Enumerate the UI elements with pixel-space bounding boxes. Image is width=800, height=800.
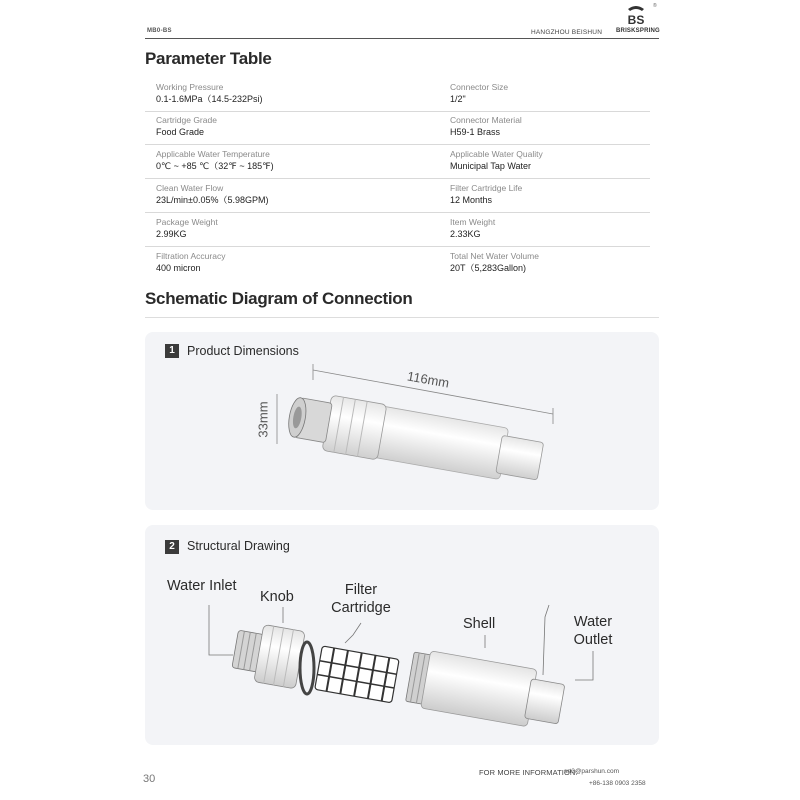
exploded-view-drawing (145, 525, 659, 745)
schematic-title: Schematic Diagram of Connection (145, 289, 413, 308)
length-dimension-label: 116mm (406, 368, 451, 391)
more-info-label: FOR MORE INFORMATION: (479, 768, 578, 777)
param-value: Municipal Tap Water (450, 161, 532, 171)
panel-number-badge: 1 (165, 344, 179, 358)
param-label: Clean Water Flow (156, 183, 224, 193)
param-label: Package Weight (156, 217, 218, 227)
table-row (145, 213, 650, 247)
param-value: 23L/min±0.05%（5.98GPM) (156, 195, 269, 205)
param-value: Food Grade (156, 127, 205, 137)
section-divider (145, 317, 659, 318)
param-value: 0℃ ~ +85 ℃（32℉ ~ 185℉) (156, 161, 274, 171)
knob-callout: Knob (260, 589, 294, 605)
param-value: 20T（5,283Gallon) (450, 263, 527, 273)
header-divider (145, 38, 659, 39)
param-value: 1/2" (450, 94, 466, 104)
table-row (145, 247, 650, 280)
callout-line: Water (573, 614, 613, 630)
shell-callout: Shell (463, 616, 496, 632)
table-row (145, 145, 650, 179)
brand-name: BRISKSPRING (616, 28, 660, 34)
param-label: Working Pressure (156, 82, 224, 92)
panel-number-badge: 2 (165, 540, 179, 554)
param-value: 0.1-1.6MPa（14.5-232Psi) (156, 94, 263, 104)
panel-title: Product Dimensions (187, 344, 299, 358)
param-value: H59-1 Brass (450, 127, 501, 137)
product-dimension-drawing (145, 332, 659, 510)
company-name: HANGZHOU BEISHUN (531, 29, 603, 36)
contact-phone: +86-138 0903 2358 (589, 780, 646, 787)
table-row (145, 179, 650, 213)
product-dimensions-panel (145, 332, 659, 510)
param-label: Item Weight (450, 217, 496, 227)
param-value: 12 Months (450, 195, 493, 205)
diameter-dimension-label: 33mm (255, 401, 271, 438)
param-label: Connector Material (450, 115, 522, 125)
contact-email[interactable]: srt3@parshun.com (564, 768, 620, 775)
param-label: Applicable Water Temperature (156, 149, 270, 159)
param-value: 2.33KG (450, 229, 481, 239)
panel-title: Structural Drawing (187, 539, 290, 553)
param-value: 400 micron (156, 263, 201, 273)
param-label: Applicable Water Quality (450, 149, 543, 159)
param-label: Connector Size (450, 82, 509, 92)
param-label: Filter Cartridge Life (450, 183, 523, 193)
callout-line: Outlet (573, 632, 613, 648)
callout-line: Cartridge (331, 600, 391, 616)
page-number: 30 (143, 773, 156, 785)
param-label: Total Net Water Volume (450, 251, 539, 261)
model-code: MB0-BS (147, 28, 172, 34)
table-row (145, 78, 650, 112)
param-value: 2.99KG (156, 229, 187, 239)
parameter-table-title: Parameter Table (145, 49, 272, 68)
registered-mark: ® (653, 3, 657, 9)
table-row (145, 111, 650, 145)
water-inlet-callout: Water Inlet (167, 578, 237, 594)
callout-line: Filter (344, 582, 378, 598)
param-label: Cartridge Grade (156, 115, 217, 125)
param-label: Filtration Accuracy (156, 251, 226, 261)
structural-drawing-panel (145, 525, 659, 745)
svg-text:BS: BS (627, 13, 645, 27)
brand-logo-icon (624, 5, 648, 27)
